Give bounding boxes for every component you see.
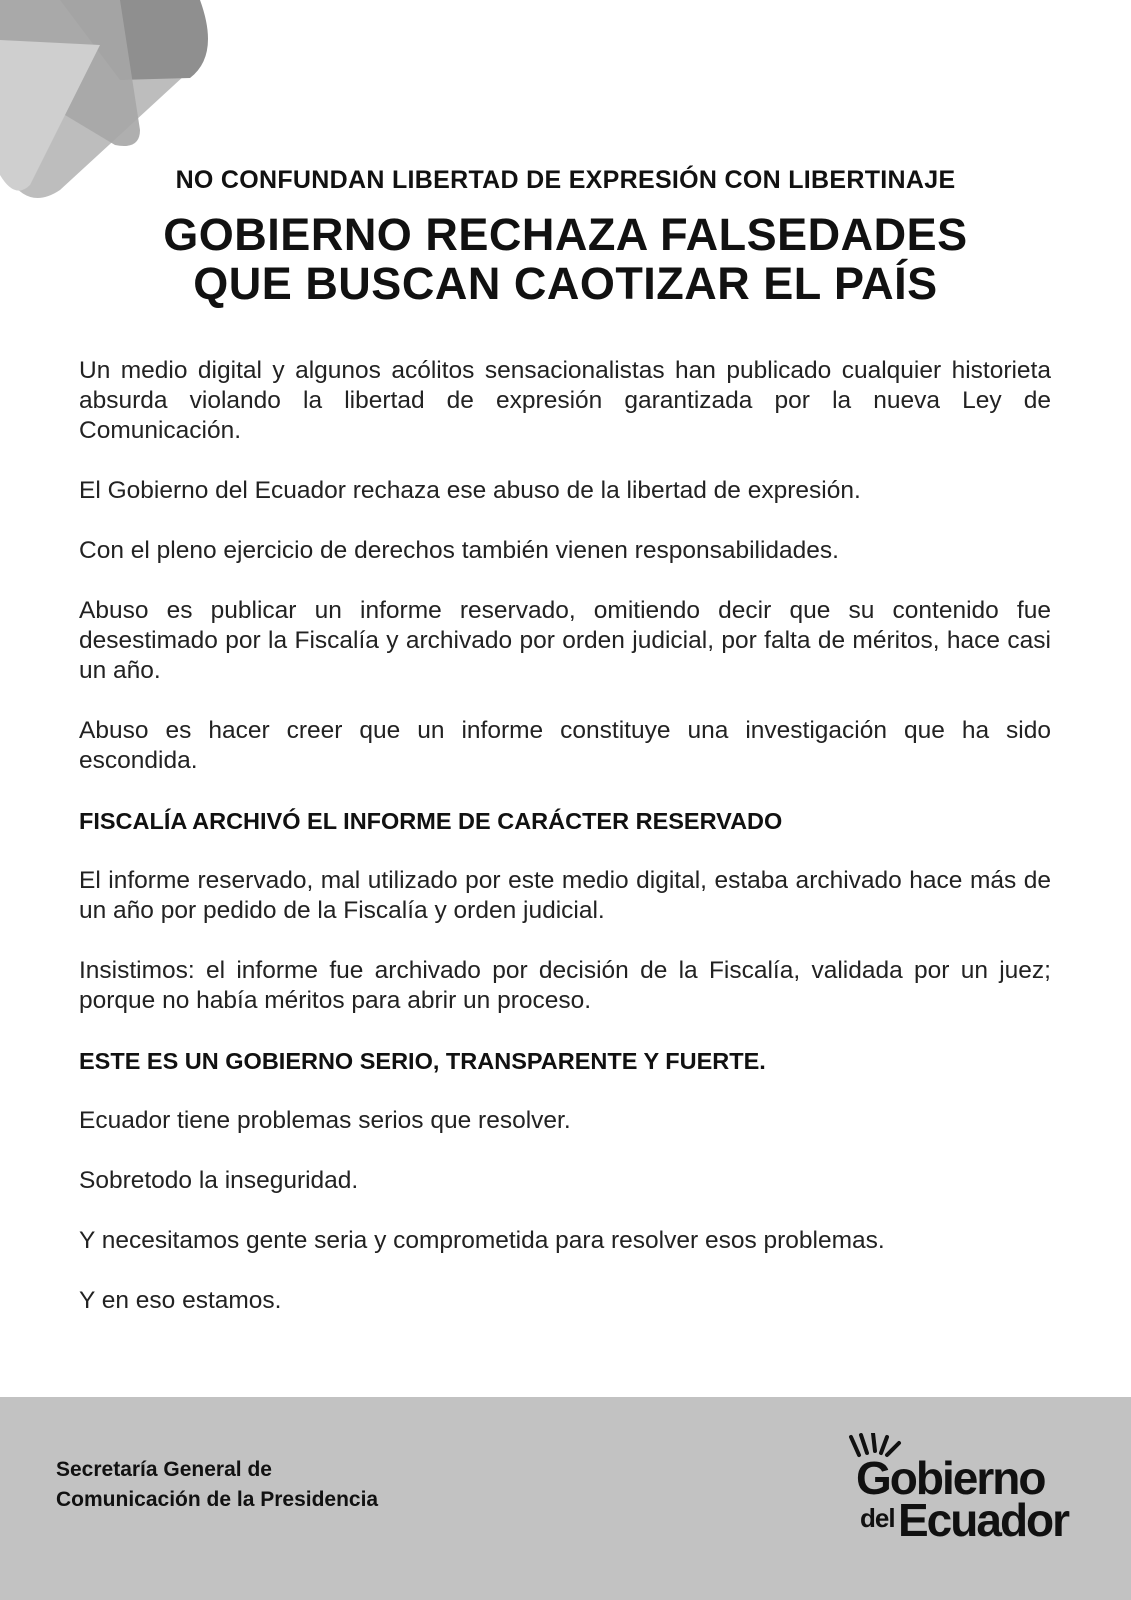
logo-word-gobierno: Gobierno	[856, 1452, 1045, 1504]
paragraph: Y necesitamos gente seria y comprometida para resolver esos problemas.	[79, 1227, 885, 1254]
logo-word-del: del	[860, 1503, 895, 1533]
section-heading: ESTE ES UN GOBIERNO SERIO, TRANSPARENTE Y FUERTE.	[79, 1048, 766, 1074]
paragraph: Sobretodo la inseguridad.	[79, 1167, 359, 1194]
paragraph: Y en eso estamos.	[79, 1287, 282, 1314]
organization-name	[56, 1455, 378, 1515]
paragraph: El Gobierno del Ecuador rechaza ese abuso de la libertad de expresión.	[79, 477, 861, 504]
paragraph: Con el pleno ejercicio de derechos también vienen responsabilidades.	[79, 537, 839, 564]
paragraph: Un medio digital y algunos acólitos sensacionalistas han publicado cualquier historieta absurda violando la libertad de expresión garantizada por la nueva Ley de Comunicación.	[79, 357, 1051, 444]
gobierno-del-ecuador-logo	[842, 1433, 1082, 1563]
paragraph: Abuso es hacer creer que un informe constituye una investigación que ha sido escondida.	[79, 717, 1051, 774]
footer-band	[0, 1397, 1131, 1600]
kicker-title: NO CONFUNDAN LIBERTAD DE EXPRESIÓN CON LIBERTINAJE	[175, 166, 956, 194]
article-body	[79, 356, 1051, 1346]
paragraph: Abuso es publicar un informe reservado, omitiendo decir que su contenido fue desestimado por la Fiscalía y archivado por orden judicial, por falta de méritos, hace casi un año.	[79, 597, 1051, 684]
headline-line-2: QUE BUSCAN CAOTIZAR EL PAÍS	[193, 258, 938, 309]
paragraph: Insistimos: el informe fue archivado por decisión de la Fiscalía, validada por un juez; porque no había méritos para abrir un proceso.	[79, 957, 1051, 1014]
headline	[0, 210, 1131, 308]
organization-line-2: Comunicación de la Presidencia	[56, 1488, 379, 1511]
paragraph: El informe reservado, mal utilizado por este medio digital, estaba archivado hace más de un año por pedido de la Fiscalía y orden judicial.	[79, 867, 1051, 924]
organization-line-1: Secretaría General de	[56, 1458, 272, 1481]
paragraph: Ecuador tiene problemas serios que resolver.	[79, 1107, 571, 1134]
logo-word-ecuador: Ecuador	[898, 1494, 1069, 1546]
section-heading: FISCALÍA ARCHIVÓ EL INFORME DE CARÁCTER RESERVADO	[79, 808, 783, 834]
headline-line-1: GOBIERNO RECHAZA FALSEDADES	[163, 209, 968, 260]
